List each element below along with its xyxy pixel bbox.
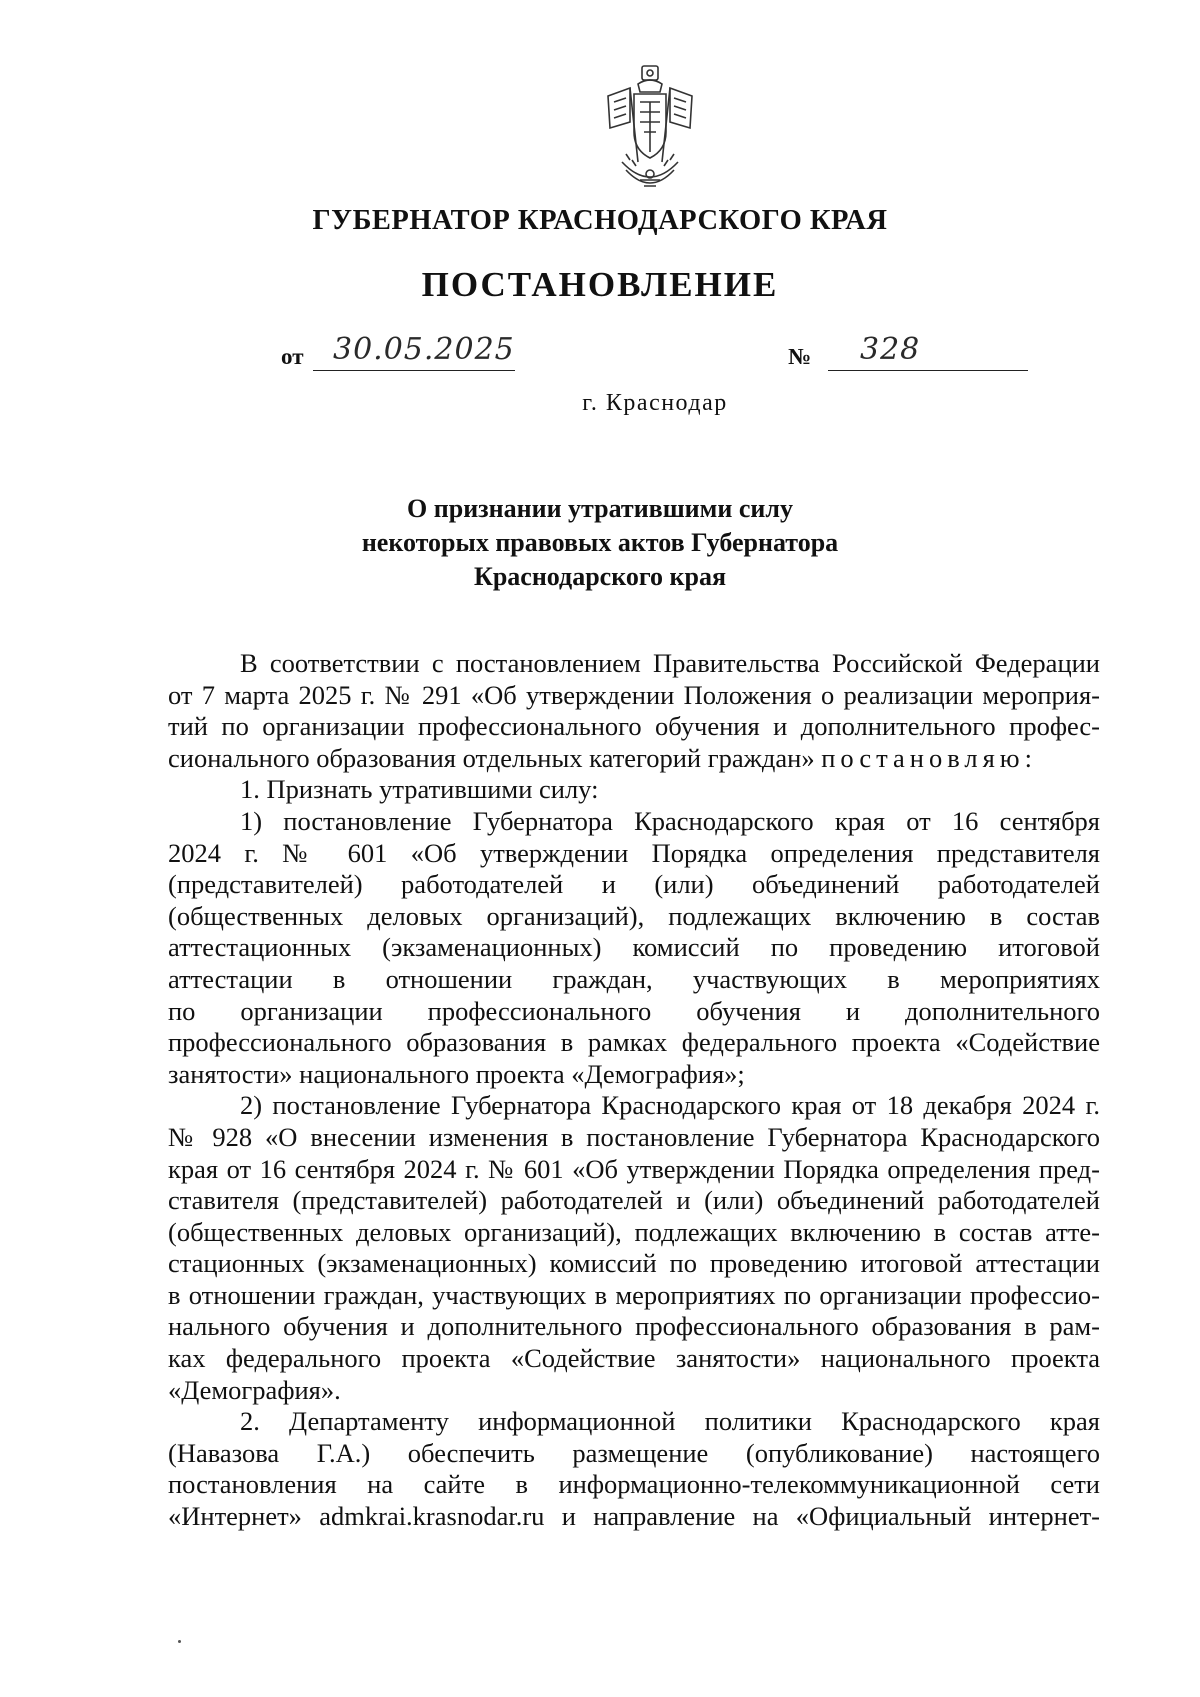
date-field <box>313 332 515 371</box>
body-line: № 928 «О внесении изменения в постановление Губернатора Краснодарского <box>168 1121 1100 1152</box>
subject-line: О признании утратившими силу <box>407 494 793 523</box>
handwritten-number: 328 <box>860 332 921 367</box>
number-label: № <box>788 344 812 369</box>
body-line: аттестации в отношении граждан, участвующих в мероприятиях <box>168 963 1100 994</box>
body-line: 2. Департаменту информационной политики Краснодарского края <box>240 1406 1100 1437</box>
body-line: 1. Признать утратившими силу: <box>240 774 599 805</box>
body-line: по организации профессионального обучения и дополнительного <box>168 995 1100 1026</box>
date-number-row <box>0 332 1200 378</box>
scan-speck <box>178 1640 181 1643</box>
body-line: «Демография». <box>168 1374 341 1405</box>
subject-line: некоторых правовых актов Губернатора <box>361 528 839 557</box>
document-body <box>168 648 1100 1533</box>
body-line: (Навазова Г.А.) обеспечить размещение (опубликование) настоящего <box>168 1437 1100 1468</box>
body-line: 2) постановление Губернатора Краснодарского края от 18 декабря 2024 г. <box>240 1090 1100 1121</box>
document-subject <box>0 492 1200 594</box>
body-line: «Интернет» admkrai.krasnodar.ru и направление на «Официальный интернет- <box>168 1501 1100 1532</box>
body-line: тий по организации профессионального обучения и дополнительного профес- <box>168 711 1100 742</box>
body-line: 2024 г. № 601 «Об утверждении Порядка определения представителя <box>168 837 1100 868</box>
body-line: ставителя (представителей) работодателей и (или) объединений работодателей <box>168 1185 1100 1216</box>
body-line: (общественных деловых организаций), подлежащих включению в состав атте- <box>168 1216 1100 1247</box>
body-line: в отношении граждан, участвующих в мероприятиях по организации профессио- <box>168 1279 1100 1310</box>
number-field <box>828 332 1028 371</box>
body-line: (представителей) работодателей и (или) объединений работодателей <box>168 869 1100 900</box>
body-line: от 7 марта 2025 г. № 291 «Об утверждении Положения о реализации мероприя- <box>168 679 1100 710</box>
body-line: занятости» национального проекта «Демография»; <box>168 1058 745 1089</box>
body-line: ках федерального проекта «Содействие занятости» национального проекта <box>168 1343 1100 1374</box>
body-line: В соответствии с постановлением Правительства Российской Федерации <box>240 648 1100 678</box>
city-line: г. Краснодар <box>582 390 728 416</box>
date-label: от <box>281 344 304 369</box>
body-line: края от 16 сентября 2024 г. № 601 «Об утверждении Порядка определения пред- <box>168 1153 1100 1184</box>
body-line: стационных (экзаменационных) комиссий по проведению итоговой аттестации <box>168 1248 1100 1279</box>
issuer-title: ГУБЕРНАТОР КРАСНОДАРСКОГО КРАЯ <box>312 205 888 236</box>
body-line: постановления на сайте в информационно-телекоммуникационной сети <box>168 1469 1100 1500</box>
body-line: аттестационных (экзаменационных) комиссий по проведению итоговой <box>168 932 1100 963</box>
body-line: профессионального образования в рамках федерального проекта «Содействие <box>168 1027 1100 1058</box>
document-type-title: ПОСТАНОВЛЕНИЕ <box>421 265 779 304</box>
body-text: сионального образования отдельных категорий граждан» <box>168 742 822 773</box>
body-line: нального обучения и дополнительного профессионального образования в рам- <box>168 1311 1100 1342</box>
body-line <box>168 743 1100 775</box>
subject-line: Краснодарского края <box>473 562 727 591</box>
body-line: (общественных деловых организаций), подлежащих включению в состав <box>168 900 1100 931</box>
resolution-word: постановляю: <box>821 742 1037 773</box>
coat-of-arms-icon <box>600 62 700 202</box>
handwritten-date: 30.05.2025 <box>333 332 515 367</box>
body-line: 1) постановление Губернатора Краснодарского края от 16 сентября <box>240 805 1100 836</box>
